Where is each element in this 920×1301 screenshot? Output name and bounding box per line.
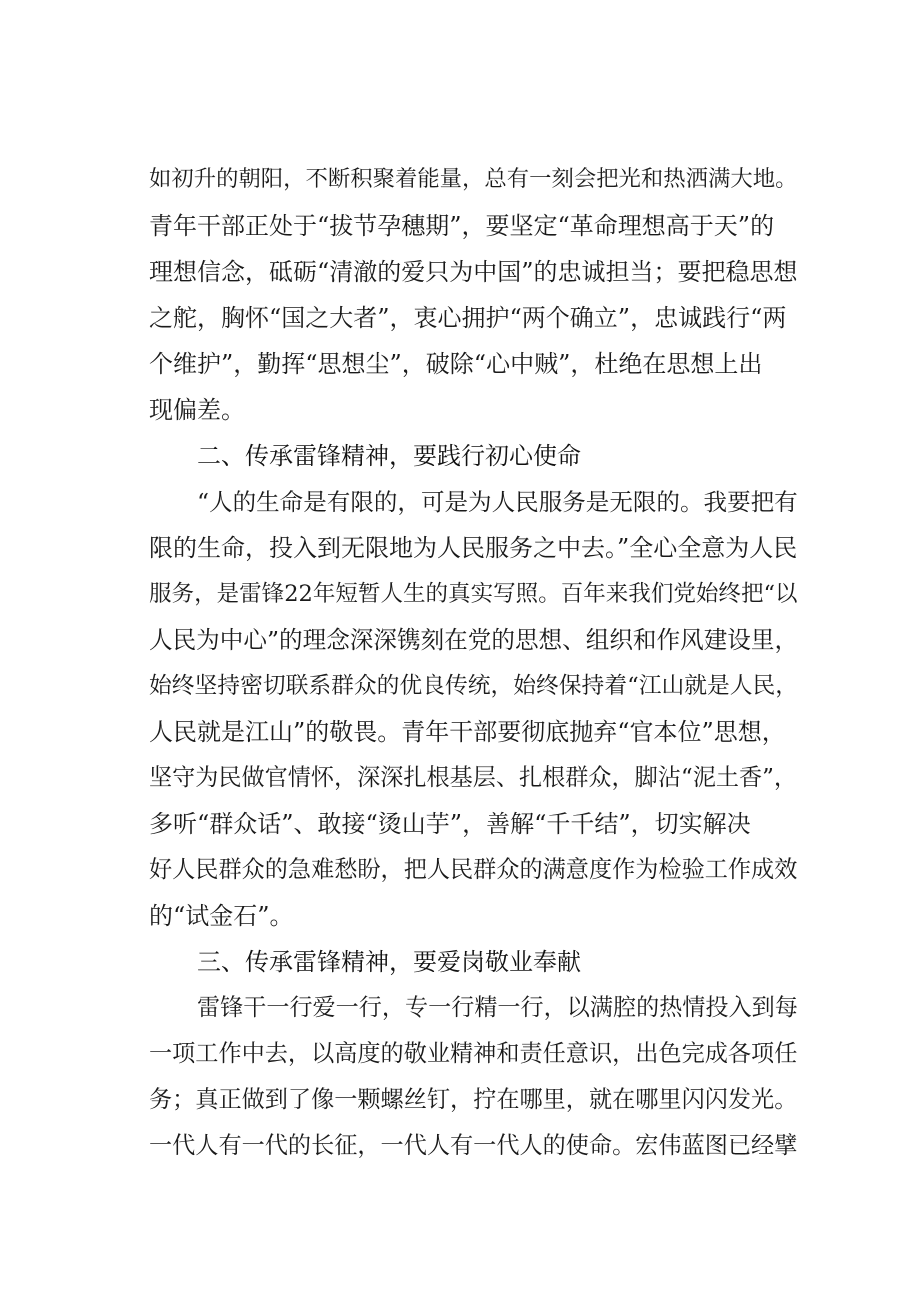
text-line: “人的生命是有限的，可是为人民服务是无限的。我要把有 [197,488,798,516]
text-line: 现偏差。 [149,396,245,424]
text-line: 之舵，胸怀“国之大者”，衷心拥护“两个确立”，忠诚践行“两 [149,304,787,332]
text-line: 坚守为民做官情怀，深深扎根基层、扎根群众，脚沾“泥土香”， [149,765,798,791]
text-line: 服务，是雷锋22年短暂人生的真实写照。百年来我们党始终把“以 [149,581,798,607]
text-line: 始终坚持密切联系群众的优良传统，始终保持着“江山就是人民， [149,673,799,699]
text-line: 青年干部正处于“拔节孕穗期”，要坚定“革命理想高于天”的 [149,212,775,240]
text-line: 雷锋干一行爱一行，专一行精一行，以满腔的热情投入到每 [197,995,798,1021]
text-line: 多听“群众话”、敢接“烫山芋”，善解“千千结”，切实解决 [149,810,751,838]
text-line: 个维护”，勤挥“思想尘”，破除“心中贼”，杜绝在思想上出 [149,350,763,378]
text-line: 一代人有一代的长征，一代人有一代人的使命。宏伟蓝图已经擘 [149,1132,798,1159]
text-line: 如初升的朝阳，不断积聚着能量，总有一刻会把光和热洒满大地。 [149,166,798,192]
text-line: 务；真正做到了像一颗螺丝钉，拧在哪里，就在哪里闪闪发光。 [149,1086,798,1113]
text-line: 一项工作中去，以高度的敬业精神和责任意识，出色完成各项任 [149,1040,798,1067]
text-line: 理想信念，砥砺“清澈的爱只为中国”的忠诚担当；要把稳思想 [149,258,798,286]
text-line: 的“试金石”。 [149,902,294,930]
text-line: 人民为中心”的理念深深镌刻在党的思想、组织和作风建设里， [149,626,799,654]
section-heading: 二、传承雷锋精神，要践行初心使命 [197,442,581,470]
section-heading: 三、传承雷锋精神，要爱岗敬业奉献 [197,948,581,976]
text-line: 限的生命，投入到无限地为人民服务之中去。”全心全意为人民 [149,534,798,562]
text-line: 人民就是江山”的敬畏。青年干部要彻底抛弃“官本位”思想， [149,718,786,746]
text-line: 好人民群众的急难愁盼，把人民群众的满意度作为检验工作成效 [149,856,798,883]
